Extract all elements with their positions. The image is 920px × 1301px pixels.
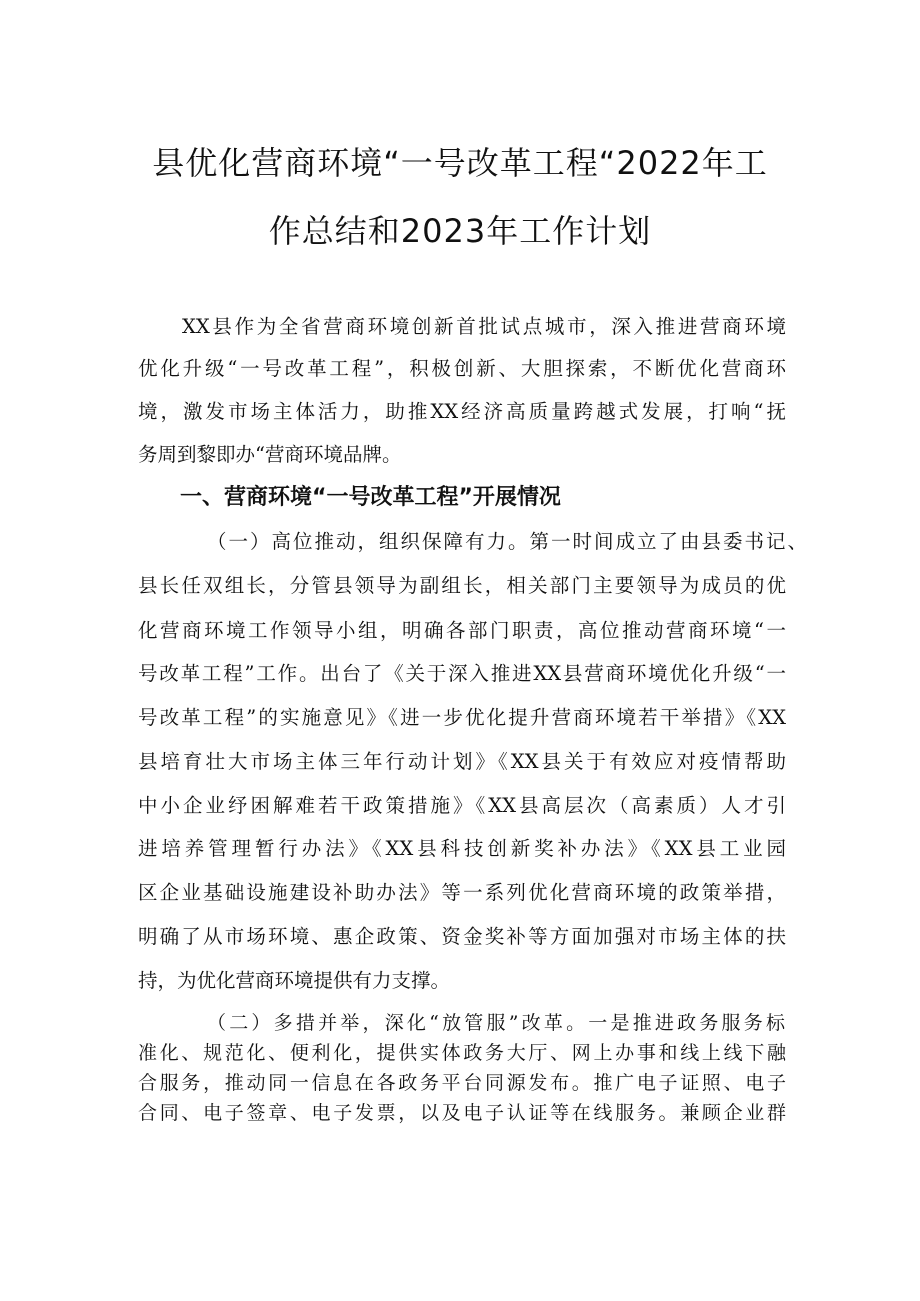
paragraph-line: （二）多措并举，深化“放管服”改革。一是推进政务服务标 bbox=[207, 1012, 785, 1034]
paragraph-line: （一）高位推动，组织保障有力。第一时间成立了由县委书记、 bbox=[207, 530, 807, 553]
intro-line: 境，激发市场主体活力，助推XX经济高质量跨越式发展，打响“抚 bbox=[138, 400, 786, 423]
section-heading: 一、营商环境“一号改革工程”开展情况 bbox=[180, 485, 561, 510]
paragraph-line: 化营商环境工作领导小组，明确各部门职责，高位推动营商环境“一 bbox=[138, 619, 786, 642]
document-title-line-1: 县优化营商环境“一号改革工程“2022年工 bbox=[152, 144, 768, 182]
paragraph-line: 号改革工程”工作。出台了《关于深入推进XX县营商环境优化升级“一 bbox=[138, 662, 786, 685]
paragraph-line: 区企业基础设施建设补助办法》等一系列优化营商环境的政策举措， bbox=[138, 881, 786, 904]
intro-line: 务周到黎即办“营商环境品牌。 bbox=[138, 443, 402, 466]
paragraph-line: 明确了从市场环境、惠企政策、资金奖补等方面加强对市场主体的扶 bbox=[138, 925, 786, 948]
paragraph-line: 进培养管理暂行办法》《XX县科技创新奖补办法》《XX县工业园 bbox=[138, 837, 786, 860]
intro-line: 优化升级“一号改革工程”，积极创新、大胆探索，不断优化营商环 bbox=[138, 357, 786, 380]
document-title-line-2: 作总结和2023年工作计划 bbox=[268, 212, 652, 250]
paragraph-line: 持，为优化营商环境提供有力支撑。 bbox=[138, 969, 451, 992]
paragraph-line: 号改革工程”的实施意见》《进一步优化提升营商环境若干举措》《XX bbox=[138, 706, 786, 729]
intro-line: XX县作为全省营商环境创新首批试点城市，深入推进营商环境 bbox=[182, 315, 786, 338]
paragraph-line: 合服务，推动同一信息在各政务平台同源发布。推广电子证照、电子 bbox=[138, 1072, 786, 1094]
paragraph-line: 准化、规范化、便利化，提供实体政务大厅、网上办事和线上线下融 bbox=[138, 1042, 786, 1064]
paragraph-line: 中小企业纾困解难若干政策措施》《XX县高层次（高素质）人才引 bbox=[138, 794, 786, 817]
paragraph-line: 县长任双组长，分管县领导为副组长，相关部门主要领导为成员的优 bbox=[138, 574, 786, 597]
paragraph-line: 合同、电子签章、电子发票，以及电子认证等在线服务。兼顾企业群 bbox=[138, 1102, 786, 1124]
paragraph-line: 县培育壮大市场主体三年行动计划》《XX县关于有效应对疫情帮助 bbox=[138, 750, 786, 773]
